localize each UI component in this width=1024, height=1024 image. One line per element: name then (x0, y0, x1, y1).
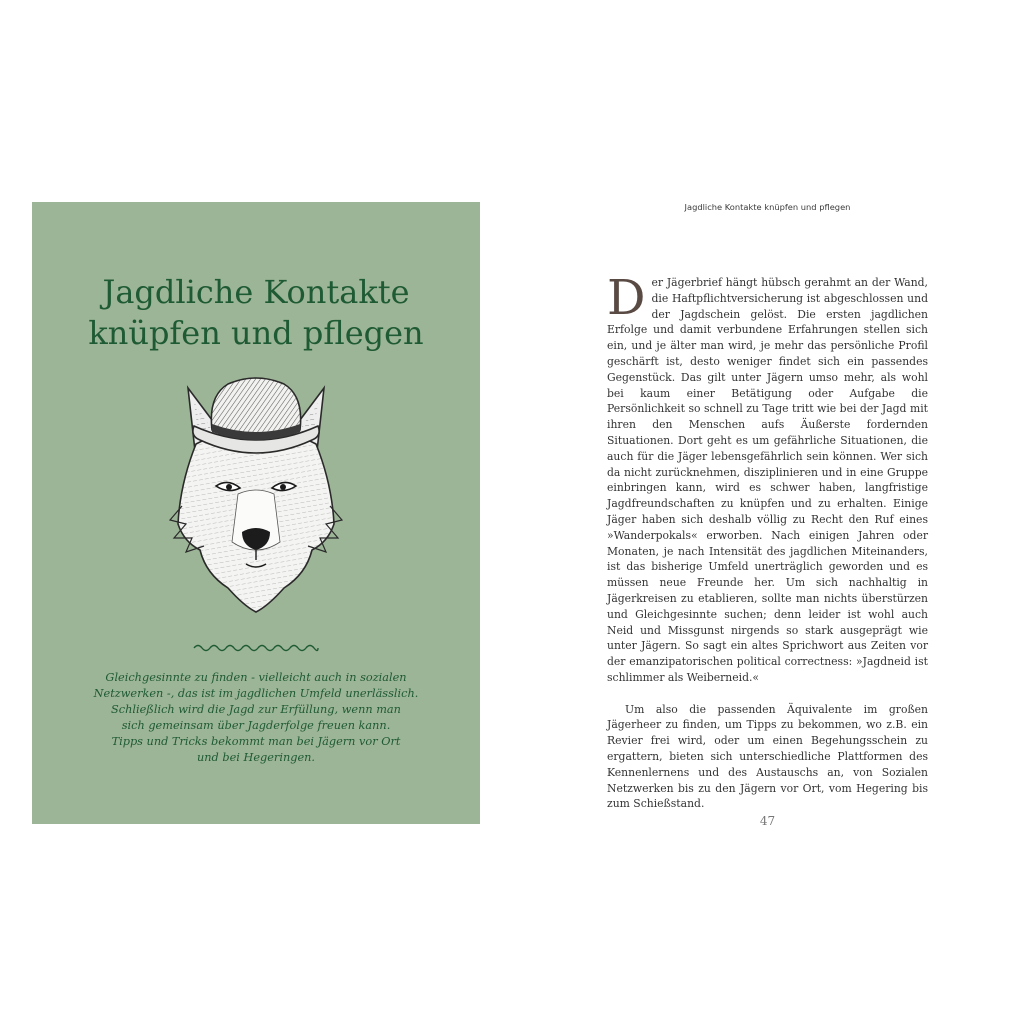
paragraph-text: er Jägerbrief hängt hübsch gerahmt an der Wand, die Haftpflichtversicherung ist abgeschlossen und der Jagdschein gelöst. Die ersten jagdlichen Erfolge und damit verbundene Erfahrungen stellen sich ein, und je älter man wird, je mehr das persönliche Profil geschärft ist, desto weniger findet sich ein passendes Gegenstück. Das gilt unter Jägern umso mehr, als wohl bei kaum einer Betätigung oder Aufgabe die Persönlichkeit so schnell zu Tage tritt wie bei der Jagd mit ihren den Menschen aufs Äußerste fordernden Situationen. Dort geht es um gefährliche Situationen, die auch für die Jäger lebensgefährlich sein können. Wer sich da nicht zurücknehmen, disziplinieren und in eine Gruppe einbringen kann, wird es schwer haben, langfristige Jagdfreundschaften zu knüpfen und zu erhalten. Einige Jäger haben sich deshalb völlig zu Recht den Ruf eines »Wanderpokals« erworben. Nach einigen Jahren oder Monaten, je nach Intensität des jagdlichen Miteinanders, ist das bisherige Umfeld unerträglich geworden und es müssen neue Freunde her. Um sich nachhaltig in Jägerkreisen zu etablieren, sollte man nichts überstürzen und Gleichgesinnte suchen; denn leider ist wohl auch Neid und Missgunst nirgends so stark ausgeprägt wie unter Jägern. So sagt ein altes Sprichwort aus Zeiten vor der emanzipatorischen political correctness: »Jagdneid ist schlimmer als Weiberneid.« (607, 276, 928, 684)
intro-line: Tipps und Tricks bekommt man bei Jägern vor Ort (111, 735, 401, 748)
intro-line: Schließlich wird die Jagd zur Erfüllung, wenn man (111, 703, 401, 716)
intro-line: sich gemeinsam über Jagderfolge freuen kann. (121, 719, 391, 732)
intro-line: Netzwerken -, das ist im jagdlichen Umfeld unerlässlich. (93, 687, 419, 700)
chapter-opener-panel (32, 202, 480, 824)
body-paragraph (607, 270, 928, 686)
body-paragraph (607, 702, 928, 813)
wave-divider-icon (192, 642, 320, 654)
paragraph-text: Um also die passenden Äquivalente im großen Jägerheer zu finden, um Tipps zu bekommen, wo z.B. ein Revier frei wird, oder um einen Begehungsschein zu ergattern, bieten sich unterschiedliche Plattformen des Kennenlernens und des Austauschs an, von Sozialen Netzwerken bis zu den Jägern vor Ort, vom Hegering bis zum Schießstand. (607, 702, 928, 811)
chapter-title-text: Jagdliche Kontakte knüpfen und pflegen (88, 273, 424, 352)
chapter-title (32, 272, 480, 354)
intro-line: Gleichgesinnte zu finden - vielleicht auch in sozialen (105, 671, 407, 684)
running-header: Jagdliche Kontakte knüpfen und pflegen (684, 202, 851, 212)
intro-line: und bei Hegeringen. (196, 751, 316, 764)
drop-cap: D (607, 270, 646, 326)
wolf-with-hat-icon (166, 374, 346, 616)
chapter-intro (90, 670, 422, 766)
page-number: 47 (759, 814, 776, 828)
body-text (607, 270, 928, 812)
